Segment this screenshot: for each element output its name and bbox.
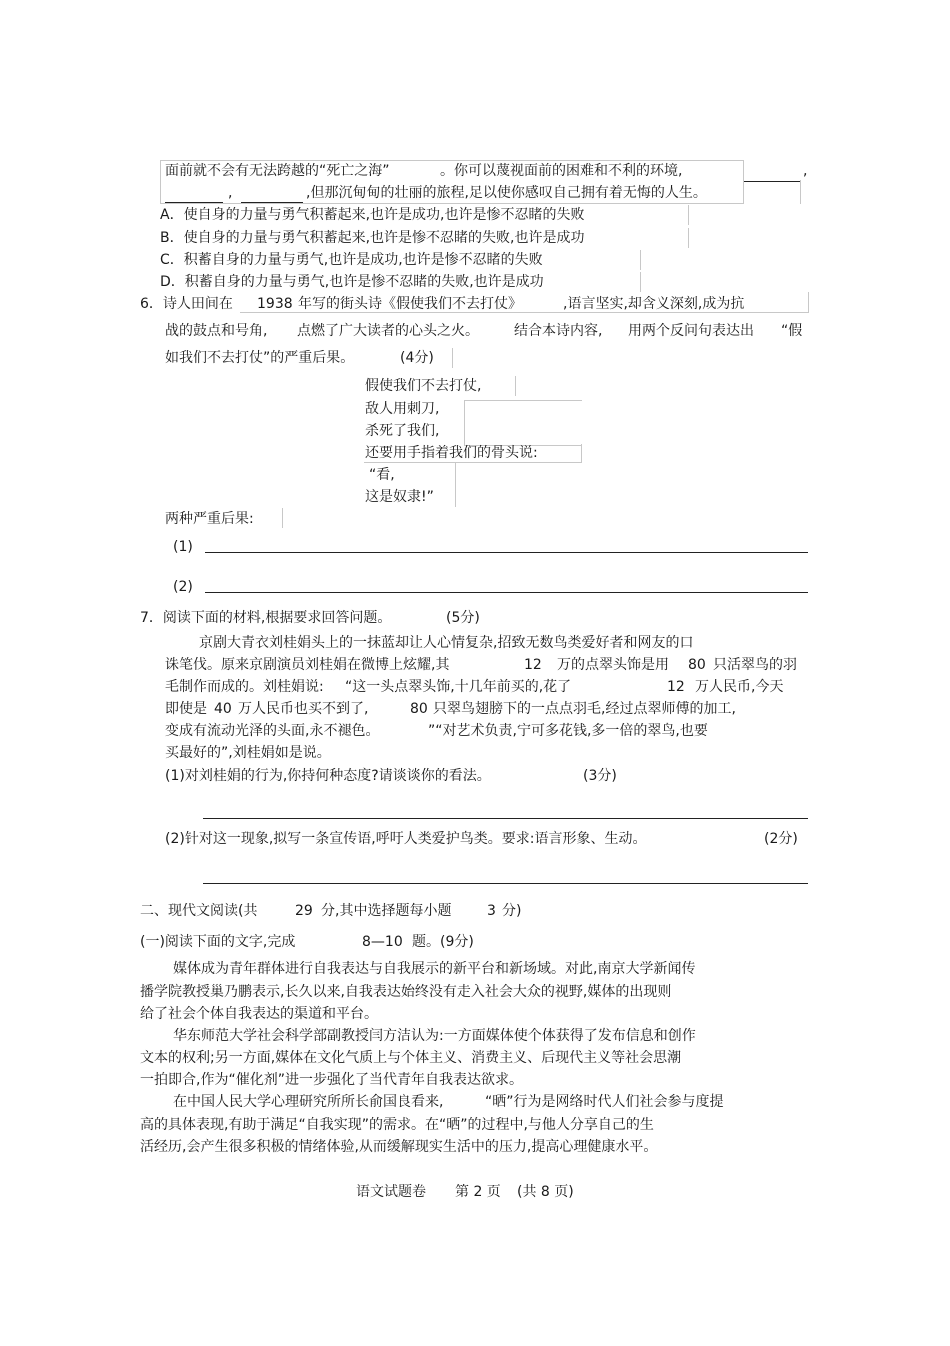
para3-line-1-b: “晒”行为是网络时代人们社会参与度提 bbox=[485, 1094, 724, 1110]
q6-line1-year: 1938 bbox=[257, 296, 293, 312]
q7-p5-b: ”“对艺术负责,宁可多花钱,多一倍的翠鸟,也要 bbox=[428, 723, 708, 739]
answer-label-2: (2) bbox=[173, 579, 193, 595]
para3-line-1-a: 在中国人民大学心理研究所所长俞国良看来, bbox=[173, 1094, 444, 1110]
q7-p4-a: 即使是 bbox=[165, 701, 207, 717]
q7-para-line-1: 京剧大青衣刘桂娟头上的一抹蓝却让人心情复杂,招致无数鸟类爱好者和网友的口 bbox=[199, 635, 694, 651]
q7-p2-b: 12 bbox=[524, 657, 542, 673]
q6-line2-e: “假 bbox=[781, 323, 803, 339]
section2-heading-b: 29 bbox=[295, 903, 313, 919]
q7-p2-c: 万的点翠头饰是用 bbox=[557, 657, 669, 673]
q7-p3-c: 12 bbox=[667, 679, 685, 695]
text-frame-edge bbox=[800, 180, 801, 204]
text-frame-edge bbox=[688, 205, 689, 225]
q6-line1-b: 年写的街头诗《假使我们不去打仗》 bbox=[298, 296, 522, 312]
q7-p3-a: 毛制作而成的。刘桂娟说: bbox=[165, 679, 324, 695]
q6-line1-a: 6．诗人田间在 bbox=[140, 296, 233, 312]
q5-option-a[interactable]: A．使自身的力量与勇气积蓄起来,也许是成功,也许是惨不忍睹的失败 bbox=[160, 207, 585, 223]
q7-p2-a: 诛笔伐。原来京剧演员刘桂娟在微博上炫耀,其 bbox=[165, 657, 450, 673]
answer-line-1[interactable] bbox=[205, 552, 808, 553]
para2-line-1: 华东师范大学社会科学部副教授闫方洁认为:一方面媒体使个体获得了发布信息和创作 bbox=[173, 1028, 696, 1044]
text-frame-edge bbox=[282, 508, 283, 528]
q6-line2-d: 用两个反问句表达出 bbox=[628, 323, 754, 339]
poem-frame bbox=[464, 400, 582, 446]
q7-title: 7．阅读下面的材料,根据要求回答问题。 bbox=[140, 610, 392, 626]
footer-title: 语文试题卷 bbox=[356, 1184, 426, 1200]
q7-sub2: (2)针对这一现象,拟写一条宣传语,呼吁人类爱护鸟类。要求:语言形象、生动。 bbox=[165, 831, 647, 847]
poem-line-2: 敌人用刺刀, bbox=[365, 401, 440, 417]
q7-p5-a: 变成有流动光泽的头面,永不褪色。 bbox=[165, 723, 380, 739]
q7-p4-b: 40 bbox=[214, 701, 232, 717]
poem-line-4: 还要用手指着我们的骨头说: bbox=[365, 445, 538, 461]
q6-line2-b: 点燃了广大读者的心头之火。 bbox=[297, 323, 479, 339]
text-frame-edge bbox=[688, 228, 689, 248]
q5-option-c[interactable]: C．积蓄自身的力量与勇气,也许是成功,也许是惨不忍睹的失败 bbox=[160, 252, 543, 268]
q7-p3-d: 万人民币,今天 bbox=[695, 679, 784, 695]
q5-option-d[interactable]: D．积蓄自身的力量与勇气,也许是惨不忍睹的失败,也许是成功 bbox=[160, 274, 544, 290]
subsection-heading-c: 题。(9分) bbox=[412, 934, 474, 950]
para2-line-2: 文本的权利;另一方面,媒体在文化气质上与个体主义、消费主义、后现代主义等社会思潮 bbox=[140, 1050, 682, 1066]
footer-page: 第 2 页 bbox=[455, 1184, 501, 1200]
q7-p6: 买最好的”,刘桂娟如是说。 bbox=[165, 745, 331, 761]
para3-line-2: 高的具体表现,有助于满足“自我实现”的需求。在“晒”的过程中,与他人分享自己的生 bbox=[140, 1117, 654, 1133]
q6-line3-a: 如我们不去打仗”的严重后果。 bbox=[165, 350, 355, 366]
subsection-heading-b: 8—10 bbox=[362, 934, 403, 950]
consequences-label: 两种严重后果: bbox=[165, 511, 254, 527]
q5-blank-3[interactable] bbox=[241, 202, 303, 203]
section2-heading-c: 分,其中选择题每小题 bbox=[321, 903, 452, 919]
q5-line1-a: 面前就不会有无法跨越的“死亡之海” bbox=[165, 163, 390, 179]
poem-line-3: 杀死了我们, bbox=[365, 423, 440, 439]
q5-line1-b: 。你可以蔑视面前的困难和不利的环境, bbox=[440, 163, 683, 179]
section2-heading-e: 分) bbox=[502, 903, 522, 919]
poem-line-1: 假使我们不去打仗, bbox=[365, 378, 482, 394]
q7-answer-line-1[interactable] bbox=[203, 818, 808, 819]
q7-p2-d: 80 bbox=[688, 657, 706, 673]
q5-line2-comma: , bbox=[228, 185, 233, 201]
poem-frame-edge bbox=[515, 376, 516, 396]
q5-line2-rest: ,但那沉甸甸的壮丽的旅程,足以使你感叹自己拥有着无悔的人生。 bbox=[306, 185, 707, 201]
para2-line-3: 一拍即合,作为“催化剂”进一步强化了当代青年自我表达欲求。 bbox=[140, 1072, 523, 1088]
q7-p4-d: 80 bbox=[410, 701, 428, 717]
section2-heading-a: 二、现代文阅读(共 bbox=[140, 903, 258, 919]
q7-sub2-score: (2分) bbox=[764, 831, 798, 847]
q5-option-b[interactable]: B．使自身的力量与勇气积蓄起来,也许是惨不忍睹的失败,也许是成功 bbox=[160, 230, 585, 246]
q7-p4-c: 万人民币也买不到了, bbox=[238, 701, 369, 717]
q6-line2-a: 战的鼓点和号角, bbox=[165, 323, 268, 339]
para1-line-3: 给了社会个体自我表达的渠道和平台。 bbox=[140, 1006, 378, 1022]
q7-sub1-score: (3分) bbox=[583, 768, 617, 784]
section2-heading-d: 3 bbox=[487, 903, 496, 919]
q5-blank-2[interactable] bbox=[165, 202, 223, 203]
q7-score: (5分) bbox=[446, 610, 480, 626]
poem-line-6: 这是奴隶!” bbox=[365, 489, 434, 505]
q6-line2-c: 结合本诗内容, bbox=[514, 323, 603, 339]
answer-line-2[interactable] bbox=[205, 592, 808, 593]
q7-p4-e: 只翠鸟翅膀下的一点点羽毛,经过点翠师傅的加工, bbox=[433, 701, 736, 717]
para1-line-1: 媒体成为青年群体进行自我表达与自我展示的新平台和新场域。对此,南京大学新闻传 bbox=[173, 961, 696, 977]
subsection-heading-a: (一)阅读下面的文字,完成 bbox=[140, 934, 296, 950]
q7-p2-e: 只活翠鸟的羽 bbox=[713, 657, 797, 673]
answer-label-1: (1) bbox=[173, 539, 193, 555]
text-frame-edge bbox=[640, 272, 641, 292]
q6-score: (4分) bbox=[400, 350, 434, 366]
para1-line-2: 播学院教授巢乃鹏表示,长久以来,自我表达始终没有走入社会大众的视野,媒体的出现则 bbox=[140, 984, 672, 1000]
text-frame-edge bbox=[452, 348, 453, 368]
q5-blank-1[interactable] bbox=[744, 181, 800, 182]
q5-comma-1: , bbox=[803, 163, 808, 179]
q7-answer-line-2[interactable] bbox=[203, 883, 808, 884]
q7-p3-b: “这一头点翠头饰,十几年前买的,花了 bbox=[345, 679, 572, 695]
q6-line1-c: ,语言坚实,却含义深刻,成为抗 bbox=[563, 296, 745, 312]
q7-sub1: (1)对刘桂娟的行为,你持何种态度?请谈谈你的看法。 bbox=[165, 768, 491, 784]
poem-line-5: “看, bbox=[369, 467, 395, 483]
para3-line-3: 活经历,会产生很多积极的情绪体验,从而缓解现实生活中的压力,提高心理健康水平。 bbox=[140, 1139, 658, 1155]
footer-total: (共 8 页) bbox=[517, 1184, 574, 1200]
text-frame-edge bbox=[640, 250, 641, 270]
